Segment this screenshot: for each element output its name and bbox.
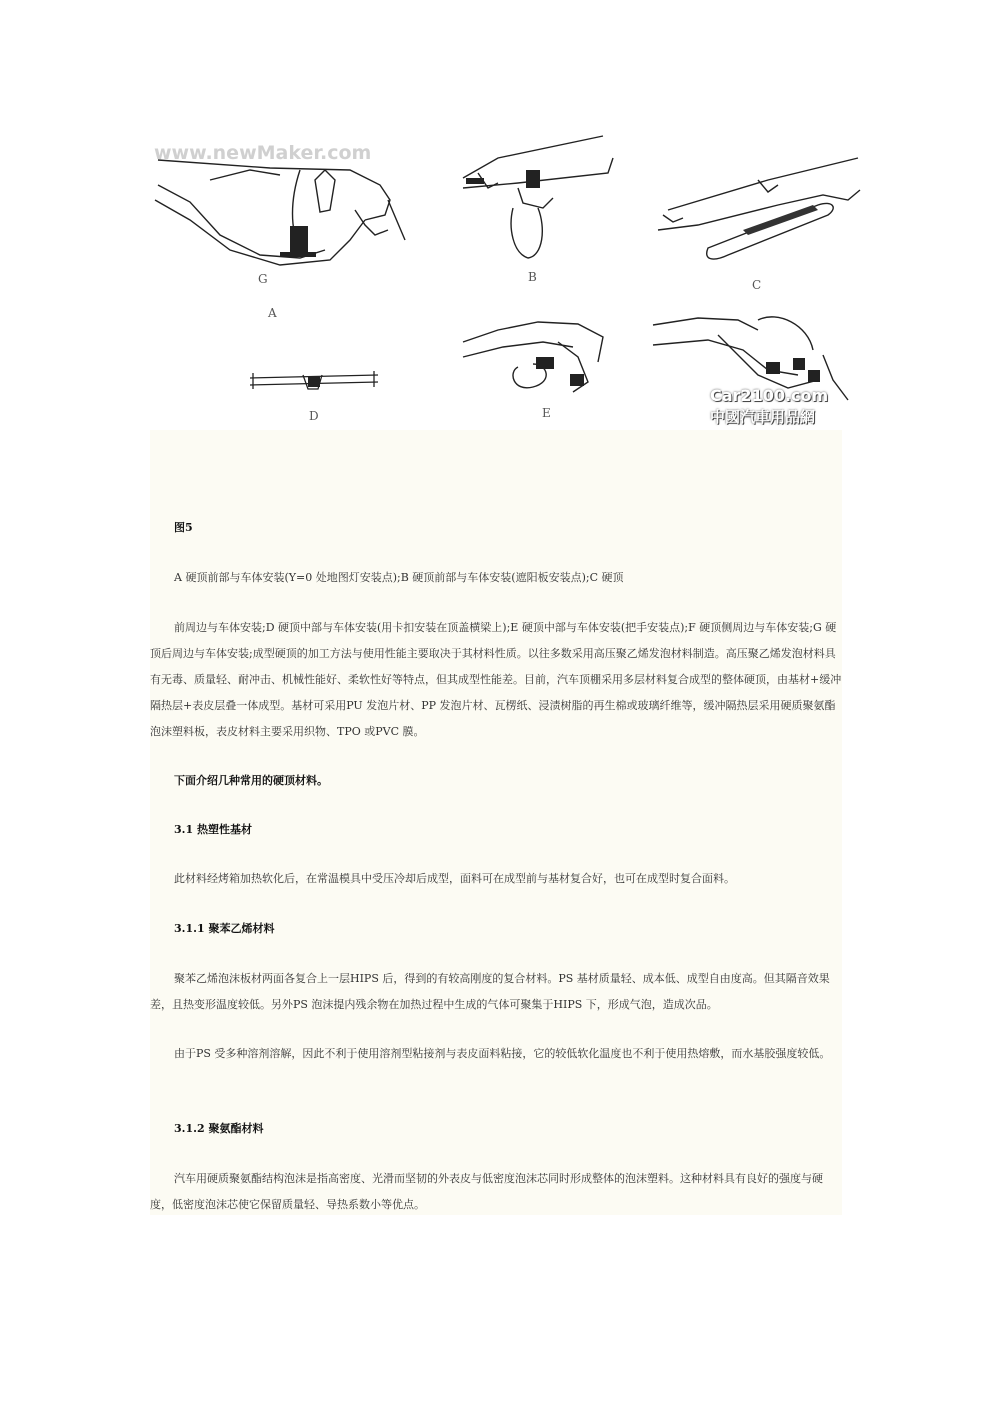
figure-label-b: B (528, 270, 537, 284)
section-3-1-1-paragraph-1: 聚苯乙烯泡沫板材两面各复合上一层HIPS 后，得到的有较高刚度的复合材料。PS 基材质量轻、成本低、成型自由度高。但其隔音效果差，且热变形温度较低。另外PS 泡沫提内残余物在加热过程中生成的气体可聚集于HIPS 下，形成气泡，造成次品。 (150, 972, 830, 1011)
figure-e-drawing (458, 302, 618, 427)
body-paragraph-1: 前周边与车体安装;D 硬顶中部与车体安装(用卡扣安装在顶盖横梁上);E 硬顶中部与车体安装(把手安装点);F 硬顶侧周边与车体安装;G 硬顶后周边与车体安装;成型硬顶的加工方法与使用性能主要取决于其材料性质。以往多数采用高压聚乙烯发泡材料制造。高压聚乙烯发泡材料具有无毒、质量轻、耐冲击、机械性能好、柔软性好等特点，但其成型性能差。目前，汽车顶棚采用多层材料复合成型的整体硬顶，由基材+缓冲隔热层+表皮层叠一体成型。基材可采用PU 发泡片材、PP 发泡片材、瓦楞纸、浸渍树脂的再生棉或玻璃纤维等，缓冲隔热层采用硬质聚氨酯泡沫塑料板，表皮材料主要采用织物、TPO 或PVC 膜。 (150, 621, 842, 738)
figure-label-e: E (542, 406, 551, 420)
figure-d (248, 343, 380, 428)
figure-label-a: A (268, 306, 277, 320)
figure-e (458, 302, 618, 427)
figure-label-c: C (752, 278, 762, 292)
car2100-watermark: Car2100.com (710, 386, 829, 405)
figure-a-drawing (150, 140, 412, 320)
figure-title: 图5 (174, 521, 193, 534)
figure-c (648, 150, 862, 295)
figure-a (150, 140, 412, 320)
figure-f (648, 300, 864, 428)
figure-label-g: G (258, 272, 268, 286)
section-3-1-2-paragraph: 汽车用硬质聚氨酯结构泡沫是指高密度、光滑而坚韧的外表皮与低密度泡沫芯同时形成整体的泡沫塑料。这种材料具有良好的强度与硬度，低密度泡沫芯使它保留质量轻、导热系数小等优点。 (150, 1172, 823, 1211)
figure-c-drawing (648, 150, 862, 295)
figure-label-d: D (309, 409, 319, 423)
car2100-chinese-watermark: 中國汽車用品網 (710, 408, 816, 426)
intro-heading: 下面介绍几种常用的硬顶材料。 (174, 774, 328, 787)
section-heading-3-1-1: 3.1.1 聚苯乙烯材料 (174, 922, 275, 935)
newmaker-watermark: www.newMaker.com (154, 142, 372, 164)
figure-caption: A 硬顶前部与车体安装(Y=0 处地图灯安装点);B 硬顶前部与车体安装(遮阳板安装点);C 硬顶 (174, 571, 624, 584)
section-heading-3-1: 3.1 热塑性基材 (174, 823, 252, 836)
figure-b (458, 128, 618, 293)
section-3-1-paragraph: 此材料经烤箱加热软化后，在常温模具中受压冷却后成型，面料可在成型前与基材复合好，也可在成型时复合面料。 (174, 872, 735, 885)
section-3-1-1-paragraph-2: 由于PS 受多种溶剂溶解，因此不利于使用溶剂型粘接剂与表皮面料粘接，它的较低软化温度也不利于使用热熔敷，而水基胶强度较低。 (174, 1047, 831, 1060)
section-heading-3-1-2: 3.1.2 聚氨酯材料 (174, 1122, 264, 1135)
figure-b-drawing (458, 128, 618, 293)
